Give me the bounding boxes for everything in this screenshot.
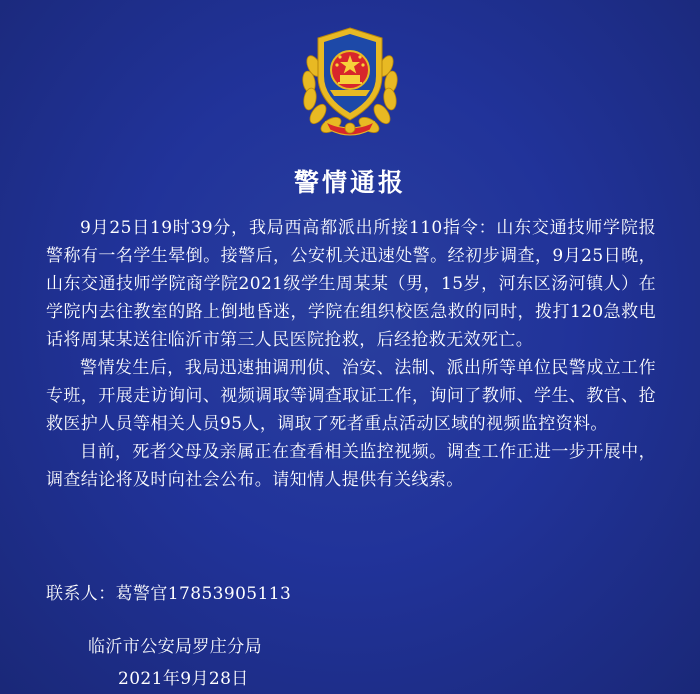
page-title: 警情通报 — [293, 168, 406, 197]
issue-date: 2021年9月28日 — [118, 669, 249, 689]
police-emblem-icon — [296, 24, 404, 140]
notice-body — [46, 214, 656, 494]
paragraph-2: 警情发生后，我局迅速抽调刑侦、治安、法制、派出所等单位民警成立工作专班，开展走访询问、视频调取等调查取证工作，询问了教师、学生、教官、抢救医护人员等相关人员95人，调取了死者重点活动区域的视频监控资料。 — [46, 358, 656, 434]
paragraph-3: 目前，死者父母及亲属正在查看相关监控视频。调查工作正进一步开展中，调查结论将及时向社会公布。请知情人提供有关线索。 — [46, 442, 656, 490]
issuer-name: 临沂市公安局罗庄分局 — [88, 637, 262, 657]
paragraph-1: 9月25日19时39分，我局西高都派出所接110指令：山东交通技师学院报警称有一名学生晕倒。接警后，公安机关迅速处警。经初步调查，9月25日晚，山东交通技师学院商学院2021级学生周某某（男，15岁，河东区汤河镇人）在学院内去往教室的路上倒地昏迷，学院在组织校医急救的同时，拨打120急救电话将周某某送往临沂市第三人民医院抢救，后经抢救无效死亡。 — [46, 218, 656, 350]
contact-line: 联系人：葛警官17853905113 — [46, 584, 292, 604]
